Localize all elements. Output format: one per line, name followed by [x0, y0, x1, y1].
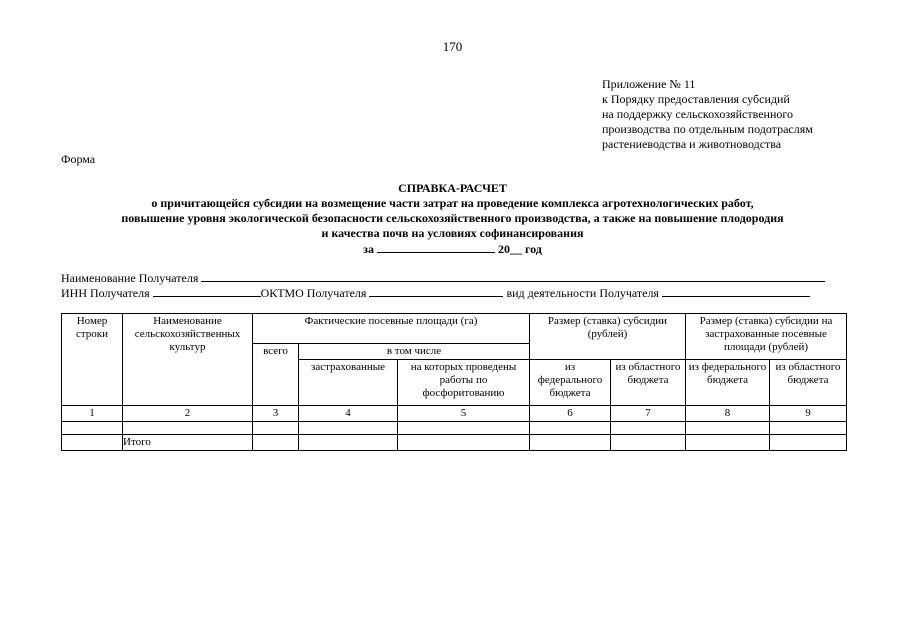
table-cell[interactable] [299, 422, 398, 435]
header-regional: из областного бюджета [611, 360, 686, 406]
table-cell[interactable] [253, 435, 299, 451]
header-insured: застрахованные [299, 360, 398, 406]
appendix-line: на поддержку сельскохозяйственного [602, 107, 794, 121]
table-cell[interactable] [253, 422, 299, 435]
appendix-block [602, 77, 813, 152]
recipient-codes-row [61, 285, 810, 301]
column-number: 4 [299, 406, 398, 422]
header-subsidy-rate: Размер (ставка) субсидии (рублей) [530, 314, 686, 360]
header-phosphorite: на которых проведены работы по фосфоритованию [398, 360, 530, 406]
appendix-line: производства по отдельным подотраслям [602, 122, 813, 136]
table-cell[interactable] [123, 422, 253, 435]
column-number: 7 [611, 406, 686, 422]
table-cell[interactable] [299, 435, 398, 451]
table-cell[interactable] [770, 422, 847, 435]
header-actual-areas: Фактические посевные площади (га) [253, 314, 530, 344]
header-total: всего [253, 344, 299, 406]
table-cell[interactable] [611, 435, 686, 451]
oktmo-label: ОКТМО Получателя [260, 286, 367, 300]
activity-blank[interactable] [662, 285, 810, 297]
header-regional: из областного бюджета [770, 360, 847, 406]
header-federal: из федерального бюджета [530, 360, 611, 406]
table-cell[interactable] [686, 435, 770, 451]
page-number: 170 [442, 39, 463, 54]
recipient-name-row [61, 270, 825, 286]
column-number: 2 [123, 406, 253, 422]
inn-blank[interactable] [153, 285, 261, 297]
header-including: в том числе [299, 344, 530, 360]
appendix-line: Приложение № 11 [602, 77, 696, 91]
table-row [62, 422, 847, 435]
header-subsidy-rate-insured: Размер (ставка) субсидии на застрахованные посевные площади (рублей) [686, 314, 847, 360]
appendix-line: растениеводства и животноводства [602, 137, 782, 151]
header-row-number: Номер строки [62, 314, 123, 406]
report-period [0, 241, 905, 256]
column-number: 6 [530, 406, 611, 422]
oktmo-blank[interactable] [369, 285, 503, 297]
inn-label: ИНН Получателя [61, 286, 150, 300]
period-blank[interactable] [377, 241, 495, 253]
table-cell[interactable] [770, 435, 847, 451]
table-cell[interactable] [611, 422, 686, 435]
total-row [62, 435, 847, 451]
document-heading: СПРАВКА-РАСЧЕТ [398, 181, 507, 195]
column-number: 8 [686, 406, 770, 422]
document-subtitle-line: о причитающейся субсидии на возмещение части затрат на проведение комплекса агротехнологических работ, [151, 196, 754, 210]
column-number: 5 [398, 406, 530, 422]
table-cell[interactable] [398, 435, 530, 451]
document-subtitle-line: и качества почв на условиях софинансирования [321, 226, 584, 240]
header-federal: из федерального бюджета [686, 360, 770, 406]
column-numbers-row [62, 406, 847, 422]
column-number: 1 [62, 406, 123, 422]
column-number: 9 [770, 406, 847, 422]
table-cell[interactable] [62, 435, 123, 451]
recipient-name-label: Наименование Получателя [61, 271, 199, 285]
document-subtitle-line: повышение уровня экологической безопасности сельскохозяйственного производства, а также на повышение плодородия [121, 211, 784, 225]
calculation-table [61, 313, 847, 451]
appendix-line: к Порядку предоставления субсидий [602, 92, 790, 106]
activity-label: вид деятельности Получателя [506, 286, 659, 300]
recipient-name-blank[interactable] [201, 270, 825, 282]
period-year: 20__ год [497, 242, 542, 256]
table-cell[interactable] [62, 422, 123, 435]
total-label: Итого [123, 435, 253, 451]
table-cell[interactable] [686, 422, 770, 435]
period-prefix: за [363, 242, 374, 256]
column-number: 3 [253, 406, 299, 422]
form-label: Форма [61, 152, 96, 166]
table-cell[interactable] [398, 422, 530, 435]
table-cell[interactable] [530, 435, 611, 451]
header-crop-name: Наименование сельскохозяйственных культур [123, 314, 253, 406]
table-cell[interactable] [530, 422, 611, 435]
